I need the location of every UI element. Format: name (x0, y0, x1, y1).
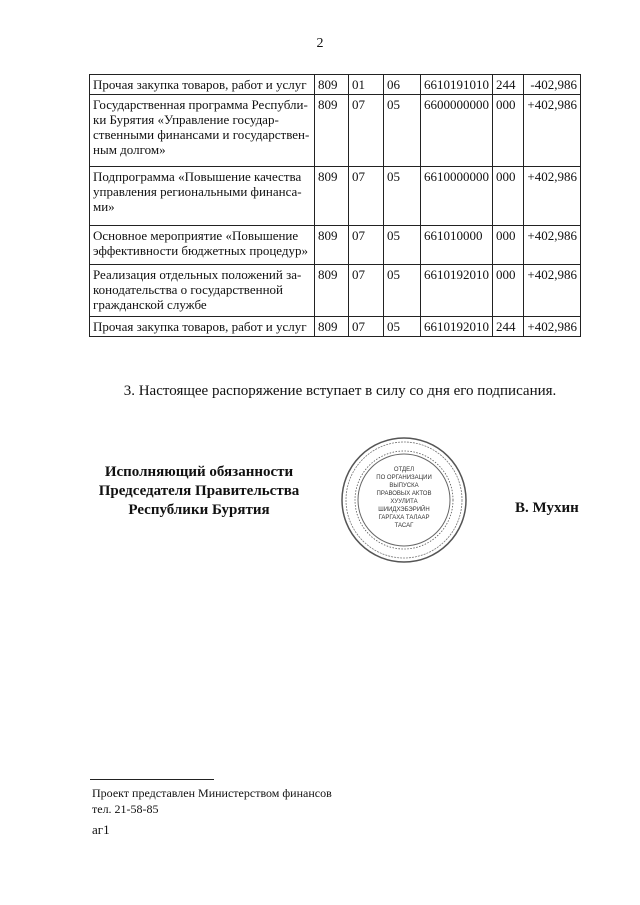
type-code-cell: 244 (493, 75, 524, 95)
signer-position-line: Исполняющий обязанности (104, 464, 294, 480)
row-name-line: эффективности бюджетных процедур» (93, 243, 309, 258)
signer-position-line: Председателя Правительства (98, 483, 300, 499)
type-code-cell: 000 (493, 226, 524, 265)
subsection-code-cell: 05 (384, 95, 421, 167)
seal-line: ВЫПУСКА (389, 483, 419, 489)
signer-name: В. Мухин (515, 500, 579, 516)
row-name-cell (90, 75, 315, 95)
amount-cell: +402,986 (524, 265, 581, 317)
official-seal (340, 436, 468, 564)
section-code-cell: 07 (349, 317, 384, 337)
row-name-line: Прочая закупка товаров, работ и услуг (93, 77, 307, 92)
seal-line: ПРАВОВЫХ АКТОВ (376, 491, 432, 497)
amount-cell: +402,986 (524, 95, 581, 167)
subsection-code-cell: 06 (384, 75, 421, 95)
footnote-divider (90, 779, 214, 780)
table-row (90, 265, 581, 317)
seal-line: ХУУЛИТА (390, 499, 418, 505)
row-name-line: ным долгом» (93, 142, 166, 157)
seal-line: ШИИДХЭБЭРИЙН (378, 507, 430, 513)
subsection-code-cell: 05 (384, 317, 421, 337)
amount-cell: -402,986 (524, 75, 581, 95)
row-name-line: Подпрограмма «Повышение качества (93, 169, 302, 184)
signer-position-line: Республики Бурятия (128, 502, 270, 518)
section-code-cell: 07 (349, 167, 384, 226)
target-code-cell: 6610192010 (421, 317, 493, 337)
footnote-phone: тел. 21-58-85 (92, 802, 159, 816)
admin-code-cell: 809 (315, 265, 349, 317)
budget-table (89, 74, 581, 337)
amount-cell: +402,986 (524, 226, 581, 265)
table-row (90, 95, 581, 167)
seal-text (360, 466, 448, 530)
admin-code-cell: 809 (315, 75, 349, 95)
row-name-line: конодательства о государственной (93, 282, 283, 297)
target-code-cell: 6610191010 (421, 75, 493, 95)
table-row (90, 75, 581, 95)
document-code-mark: аг1 (92, 822, 110, 837)
admin-code-cell: 809 (315, 226, 349, 265)
table-row (90, 317, 581, 337)
subsection-code-cell: 05 (384, 265, 421, 317)
table-row (90, 167, 581, 226)
target-code-cell: 6610192010 (421, 265, 493, 317)
target-code-cell: 661010000 (421, 226, 493, 265)
seal-line: ПО ОРГАНИЗАЦИИ (376, 475, 432, 481)
admin-code-cell: 809 (315, 167, 349, 226)
row-name-line: Реализация отдельных положений за- (93, 267, 302, 282)
type-code-cell: 000 (493, 265, 524, 317)
row-name-line: Основное мероприятие «Повышение (93, 228, 299, 243)
table-row (90, 226, 581, 265)
seal-line: ГАРГАХА ТАЛААР (378, 515, 430, 521)
subsection-code-cell: 05 (384, 167, 421, 226)
subsection-code-cell: 05 (384, 226, 421, 265)
section-code-cell: 07 (349, 226, 384, 265)
row-name-cell (90, 226, 315, 265)
row-name-line: ственными финансами и государствен- (93, 127, 310, 142)
row-name-line: гражданской службе (93, 297, 207, 312)
amount-cell: +402,986 (524, 317, 581, 337)
row-name-line: управления региональными финанса- (93, 184, 302, 199)
type-code-cell: 244 (493, 317, 524, 337)
seal-line: ОТДЕЛ (393, 467, 415, 473)
section-code-cell: 01 (349, 75, 384, 95)
footnote-line: Проект представлен Министерством финансов (92, 786, 332, 800)
row-name-cell (90, 265, 315, 317)
seal-line: ТАСАГ (394, 523, 414, 529)
target-code-cell: 6610000000 (421, 167, 493, 226)
row-name-cell (90, 167, 315, 226)
amount-cell: +402,986 (524, 167, 581, 226)
type-code-cell: 000 (493, 167, 524, 226)
type-code-cell: 000 (493, 95, 524, 167)
footnote (92, 785, 332, 817)
section-code-cell: 07 (349, 265, 384, 317)
closing-paragraph: 3. Настоящее распоряжение вступает в силу со дня его подписания. (123, 383, 557, 399)
row-name-line: ки Бурятия «Управление государ- (93, 112, 279, 127)
row-name-cell (90, 95, 315, 167)
signer-position (84, 463, 314, 520)
row-name-cell (90, 317, 315, 337)
admin-code-cell: 809 (315, 95, 349, 167)
target-code-cell: 6600000000 (421, 95, 493, 167)
row-name-line: Государственная программа Республи- (93, 97, 308, 112)
page-number: 2 (316, 36, 324, 51)
section-code-cell: 07 (349, 95, 384, 167)
row-name-line: Прочая закупка товаров, работ и услуг (93, 319, 307, 334)
admin-code-cell: 809 (315, 317, 349, 337)
row-name-line: ми» (93, 199, 115, 214)
